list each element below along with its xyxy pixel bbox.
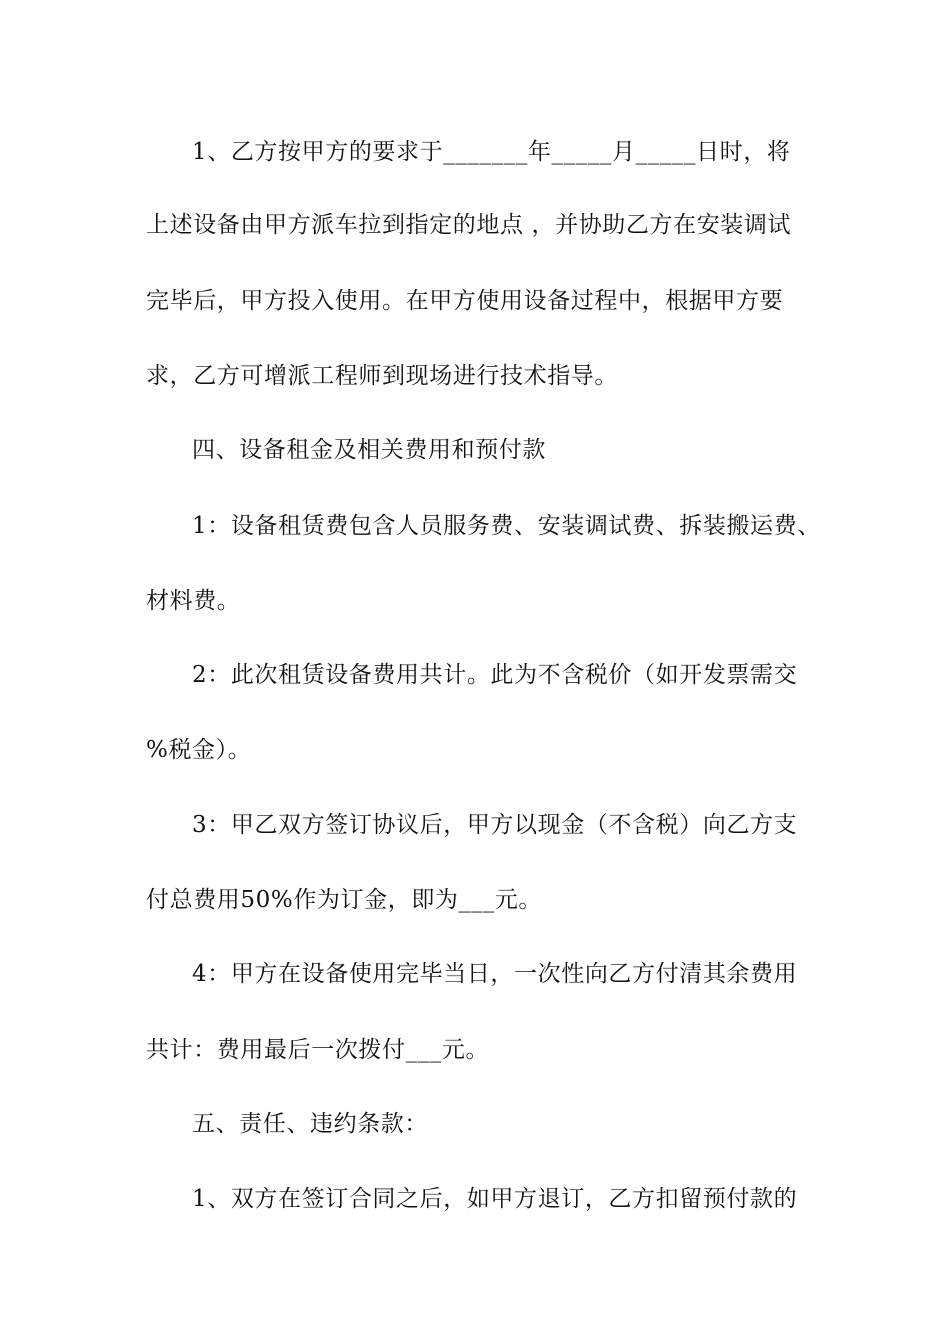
paragraph-line-12: 4：甲方在设备使用完毕当日，一次性向乙方付清其余费用 [192,961,798,987]
paragraph-line-2: 上述设备由甲方派车拉到指定的地点 ，并协助乙方在安装调试 [146,212,792,238]
paragraph-line-7: 材料费。 [146,588,241,614]
section-heading-5: 五、责任、违约条款： [192,1111,428,1137]
paragraph-line-10: 3：甲乙双方签订协议后，甲方以现金（不含税）向乙方支 [192,812,798,838]
paragraph-line-1: 1、乙方按甲方的要求于_______年_____月_____日时，将 [192,139,791,165]
paragraph-line-11: 付总费用50%作为订金，即为___元。 [146,887,543,913]
paragraph-line-3: 完毕后，甲方投入使用。在甲方使用设备过程中，根据甲方要 [146,288,784,314]
paragraph-line-9: %税金）。 [146,737,252,763]
paragraph-line-8: 2：此次租赁设备费用共计。此为不含税价（如开发票需交 [192,662,798,688]
paragraph-line-15: 1、双方在签订合同之后，如甲方退订，乙方扣留预付款的 [192,1186,798,1212]
paragraph-line-13: 共计：费用最后一次拨付___元。 [146,1037,490,1063]
paragraph-line-6: 1：设备租赁费包含人员服务费、安装调试费、拆装搬运费、 [192,513,821,539]
paragraph-line-4: 求，乙方可增派工程师到现场进行技术指导。 [146,363,618,389]
section-heading-4: 四、设备租金及相关费用和预付款 [192,437,546,463]
